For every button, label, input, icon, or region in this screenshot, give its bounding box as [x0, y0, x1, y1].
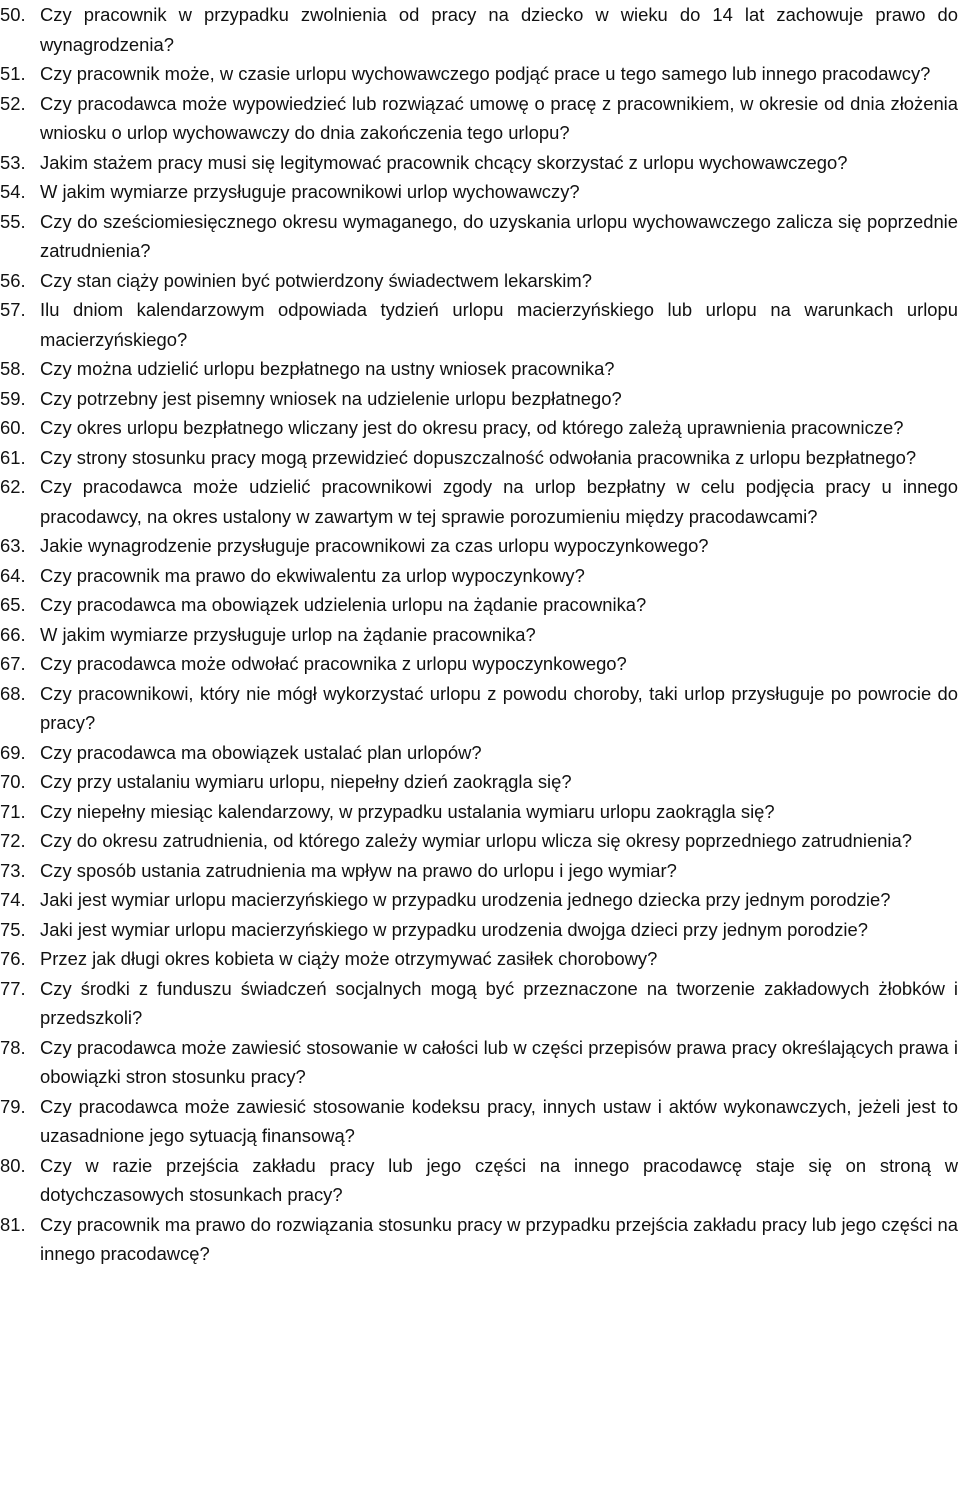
question-text: Czy do sześciomiesięcznego okresu wymaganego, do uzyskania urlopu wychowawczego zalicza się poprzednie zatrudnienia? [40, 210, 958, 261]
question-number: 62. [0, 476, 26, 497]
question-number: 81. [0, 1213, 26, 1235]
question-text: W jakim wymiarze przysługuje urlop na żądanie pracownika? [40, 623, 536, 645]
question-number: 50. [0, 4, 26, 25]
question-number: 78. [0, 1036, 26, 1058]
question-number: 64. [0, 564, 26, 586]
question-text: Czy środki z funduszu świadczeń socjalnych mogą być przeznaczone na tworzenie zakładowych żłobków i przedszkoli? [40, 977, 958, 1028]
question-text: Czy pracownik może, w czasie urlopu wychowawczego podjąć prace u tego samego lub innego pracodawcy? [40, 63, 931, 84]
question-item [0, 826, 960, 856]
question-text: Czy niepełny miesiąc kalendarzowy, w przypadku ustalania wymiaru urlopu zaokrągla się? [40, 800, 775, 822]
question-item [0, 738, 960, 768]
question-text: Czy pracodawca ma obowiązek ustalać plan urlopów? [40, 741, 482, 763]
question-text: Jaki jest wymiar urlopu macierzyńskiego w przypadku urodzenia dwojga dzieci przy jednym porodzie? [40, 918, 868, 940]
question-text: Czy stan ciąży powinien być potwierdzony świadectwem lekarskim? [40, 269, 592, 291]
question-text: Czy pracownik ma prawo do rozwiązania stosunku pracy w przypadku przejścia zakładu pracy lub jego części na innego pracodawcę? [40, 1213, 958, 1264]
question-number: 65. [0, 594, 26, 615]
question-number: 72. [0, 830, 26, 851]
question-item [0, 974, 960, 1033]
question-number: 54. [0, 181, 26, 202]
question-item [0, 59, 960, 89]
question-text: Czy pracodawca może zawiesić stosowanie kodeksu pracy, innych ustaw i aktów wykonawczych, jeżeli jest to uzasadnione jego sytuacją finansową? [40, 1095, 958, 1146]
question-item [0, 590, 960, 620]
question-item [0, 797, 960, 827]
question-item [0, 1210, 960, 1269]
question-item [0, 561, 960, 591]
question-text: Czy pracodawca może udzielić pracownikowi zgody na urlop bezpłatny w celu podjęcia pracy u innego pracodawcy, na okres ustalony w zawartym w tej sprawie porozumieniu między pracodawcami? [40, 476, 958, 527]
question-item [0, 915, 960, 945]
question-text: Jakie wynagrodzenie przysługuje pracownikowi za czas urlopu wypoczynkowego? [40, 535, 709, 556]
question-number: 67. [0, 653, 26, 674]
question-number: 63. [0, 535, 26, 556]
question-number: 76. [0, 948, 26, 969]
question-text: Czy potrzebny jest pisemny wniosek na udzielenie urlopu bezpłatnego? [40, 387, 622, 409]
question-text: Czy strony stosunku pracy mogą przewidzieć dopuszczalność odwołania pracownika z urlopu bezpłatnego? [40, 446, 917, 468]
question-text: Czy pracownik w przypadku zwolnienia od pracy na dziecko w wieku do 14 lat zachowuje prawo do wynagrodzenia? [40, 4, 958, 55]
question-item [0, 531, 960, 561]
question-text: W jakim wymiarze przysługuje pracownikowi urlop wychowawczy? [40, 181, 580, 202]
question-number: 66. [0, 623, 26, 645]
question-item [0, 1151, 960, 1210]
question-text: Czy do okresu zatrudnienia, od którego zależy wymiar urlopu wlicza się okresy poprzedniego zatrudnienia? [40, 830, 912, 851]
question-number: 52. [0, 92, 26, 114]
question-item [0, 148, 960, 178]
question-number: 69. [0, 741, 26, 763]
question-item [0, 295, 960, 354]
question-item [0, 177, 960, 207]
question-item [0, 384, 960, 414]
question-item [0, 266, 960, 296]
question-text: Czy przy ustalaniu wymiaru urlopu, niepełny dzień zaokrągla się? [40, 771, 572, 792]
question-item [0, 649, 960, 679]
question-item [0, 413, 960, 443]
question-text: Przez jak długi okres kobieta w ciąży może otrzymywać zasiłek chorobowy? [40, 948, 658, 969]
question-item [0, 354, 960, 384]
question-number: 68. [0, 682, 26, 704]
question-text: Czy pracodawca ma obowiązek udzielenia urlopu na żądanie pracownika? [40, 594, 647, 615]
question-item [0, 472, 960, 531]
question-number: 60. [0, 417, 26, 438]
question-text: Czy pracodawca może zawiesić stosowanie w całości lub w części przepisów prawa pracy określających prawa i obowiązki stron stosunku pracy? [40, 1036, 958, 1087]
question-item [0, 0, 960, 59]
question-text: Czy pracownik ma prawo do ekwiwalentu za urlop wypoczynkowy? [40, 564, 585, 586]
question-number: 77. [0, 977, 26, 999]
question-text: Czy pracodawca może wypowiedzieć lub rozwiązać umowę o pracę z pracownikiem, w okresie od dnia złożenia wniosku o urlop wychowawczy do dnia zakończenia tego urlopu? [40, 92, 958, 143]
question-number: 51. [0, 63, 26, 84]
question-text: Czy pracodawca może odwołać pracownika z urlopu wypoczynkowego? [40, 653, 627, 674]
question-text: Czy sposób ustania zatrudnienia ma wpływ na prawo do urlopu i jego wymiar? [40, 859, 677, 881]
question-number: 70. [0, 771, 26, 792]
question-item [0, 207, 960, 266]
question-item [0, 1092, 960, 1151]
question-item [0, 944, 960, 974]
question-item [0, 679, 960, 738]
question-number: 59. [0, 387, 26, 409]
question-number: 58. [0, 358, 26, 379]
question-item [0, 443, 960, 473]
question-text: Czy pracownikowi, który nie mógł wykorzystać urlopu z powodu choroby, taki urlop przysługuje po powrocie do pracy? [40, 682, 958, 733]
question-number: 61. [0, 446, 26, 468]
question-number: 80. [0, 1154, 26, 1176]
question-item [0, 885, 960, 915]
question-text: Jakim stażem pracy musi się legitymować pracownik chcący skorzystać z urlopu wychowawczego? [40, 151, 848, 173]
question-number: 73. [0, 859, 26, 881]
question-number: 55. [0, 210, 26, 232]
question-item [0, 89, 960, 148]
question-item [0, 856, 960, 886]
question-number: 53. [0, 151, 26, 173]
question-number: 56. [0, 269, 26, 291]
question-text: Czy można udzielić urlopu bezpłatnego na ustny wniosek pracownika? [40, 358, 615, 379]
question-text: Jaki jest wymiar urlopu macierzyńskiego w przypadku urodzenia jednego dziecka przy jednym porodzie? [40, 889, 891, 910]
question-text: Ilu dniom kalendarzowym odpowiada tydzień urlopu macierzyńskiego lub urlopu na warunkach urlopu macierzyńskiego? [40, 299, 958, 350]
question-number: 75. [0, 918, 26, 940]
question-number: 71. [0, 800, 26, 822]
question-item [0, 767, 960, 797]
question-text: Czy okres urlopu bezpłatnego wliczany jest do okresu pracy, od którego zależą uprawnienia pracownicze? [40, 417, 904, 438]
question-item [0, 620, 960, 650]
question-number: 57. [0, 299, 26, 320]
question-number: 74. [0, 889, 26, 910]
question-number: 79. [0, 1095, 26, 1117]
question-item [0, 1033, 960, 1092]
question-text: Czy w razie przejścia zakładu pracy lub jego części na innego pracodawcę staje się on stroną w dotychczasowych stosunkach pracy? [40, 1154, 958, 1205]
